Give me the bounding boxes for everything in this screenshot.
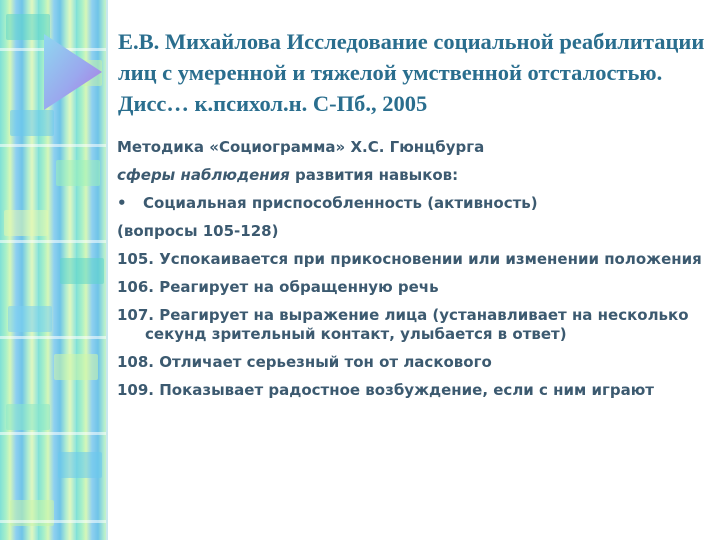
sidebar-tile (56, 160, 100, 186)
sidebar-stripe (0, 144, 108, 147)
sidebar-tile (4, 210, 48, 236)
sidebar-stripe (0, 432, 108, 435)
sidebar-divider (106, 0, 108, 540)
sidebar-tile (6, 404, 50, 430)
bullet-icon: • (117, 194, 127, 212)
observation-line (117, 166, 712, 185)
sidebar-tile (8, 306, 52, 332)
questions-range: (вопросы 105-128) (117, 222, 279, 240)
slide-title: Е.В. Михайлова Исследование социальной реабилитации лиц с умеренной и тяжелой умственной отсталостью. Дисс… к.психол.н. С-Пб., 2005 (118, 29, 705, 116)
sidebar-stripe (0, 520, 108, 523)
triangle-icon (40, 32, 104, 112)
observation-italic: сферы наблюдения (117, 166, 290, 184)
question-item: 107. Реагирует на выражение лица (устанавливает на несколько секунд зрительный контакт, улыбается в ответ) (117, 306, 689, 343)
question-item: 105. Успокаивается при прикосновении или изменении положения (117, 250, 702, 268)
sidebar-tile (58, 452, 102, 478)
sidebar-tile (54, 354, 98, 380)
sidebar-stripe (0, 240, 108, 243)
sidebar-tile (60, 258, 104, 284)
bullet-item (117, 194, 712, 213)
sidebar-tile (10, 110, 54, 136)
method-line: Методика «Социограмма» Х.С. Гюнцбурга (117, 138, 485, 156)
slide-content (117, 138, 712, 409)
question-item: 109. Показывает радостное возбуждение, если с ним играют (117, 381, 654, 399)
bullet-text: Социальная приспособленность (активность) (143, 194, 538, 212)
question-item: 106. Реагирует на обращенную речь (117, 278, 439, 296)
sidebar-stripe (0, 336, 108, 339)
question-item: 108. Отличает серьезный тон от ласкового (117, 353, 492, 371)
observation-rest: развития навыков: (289, 166, 459, 184)
